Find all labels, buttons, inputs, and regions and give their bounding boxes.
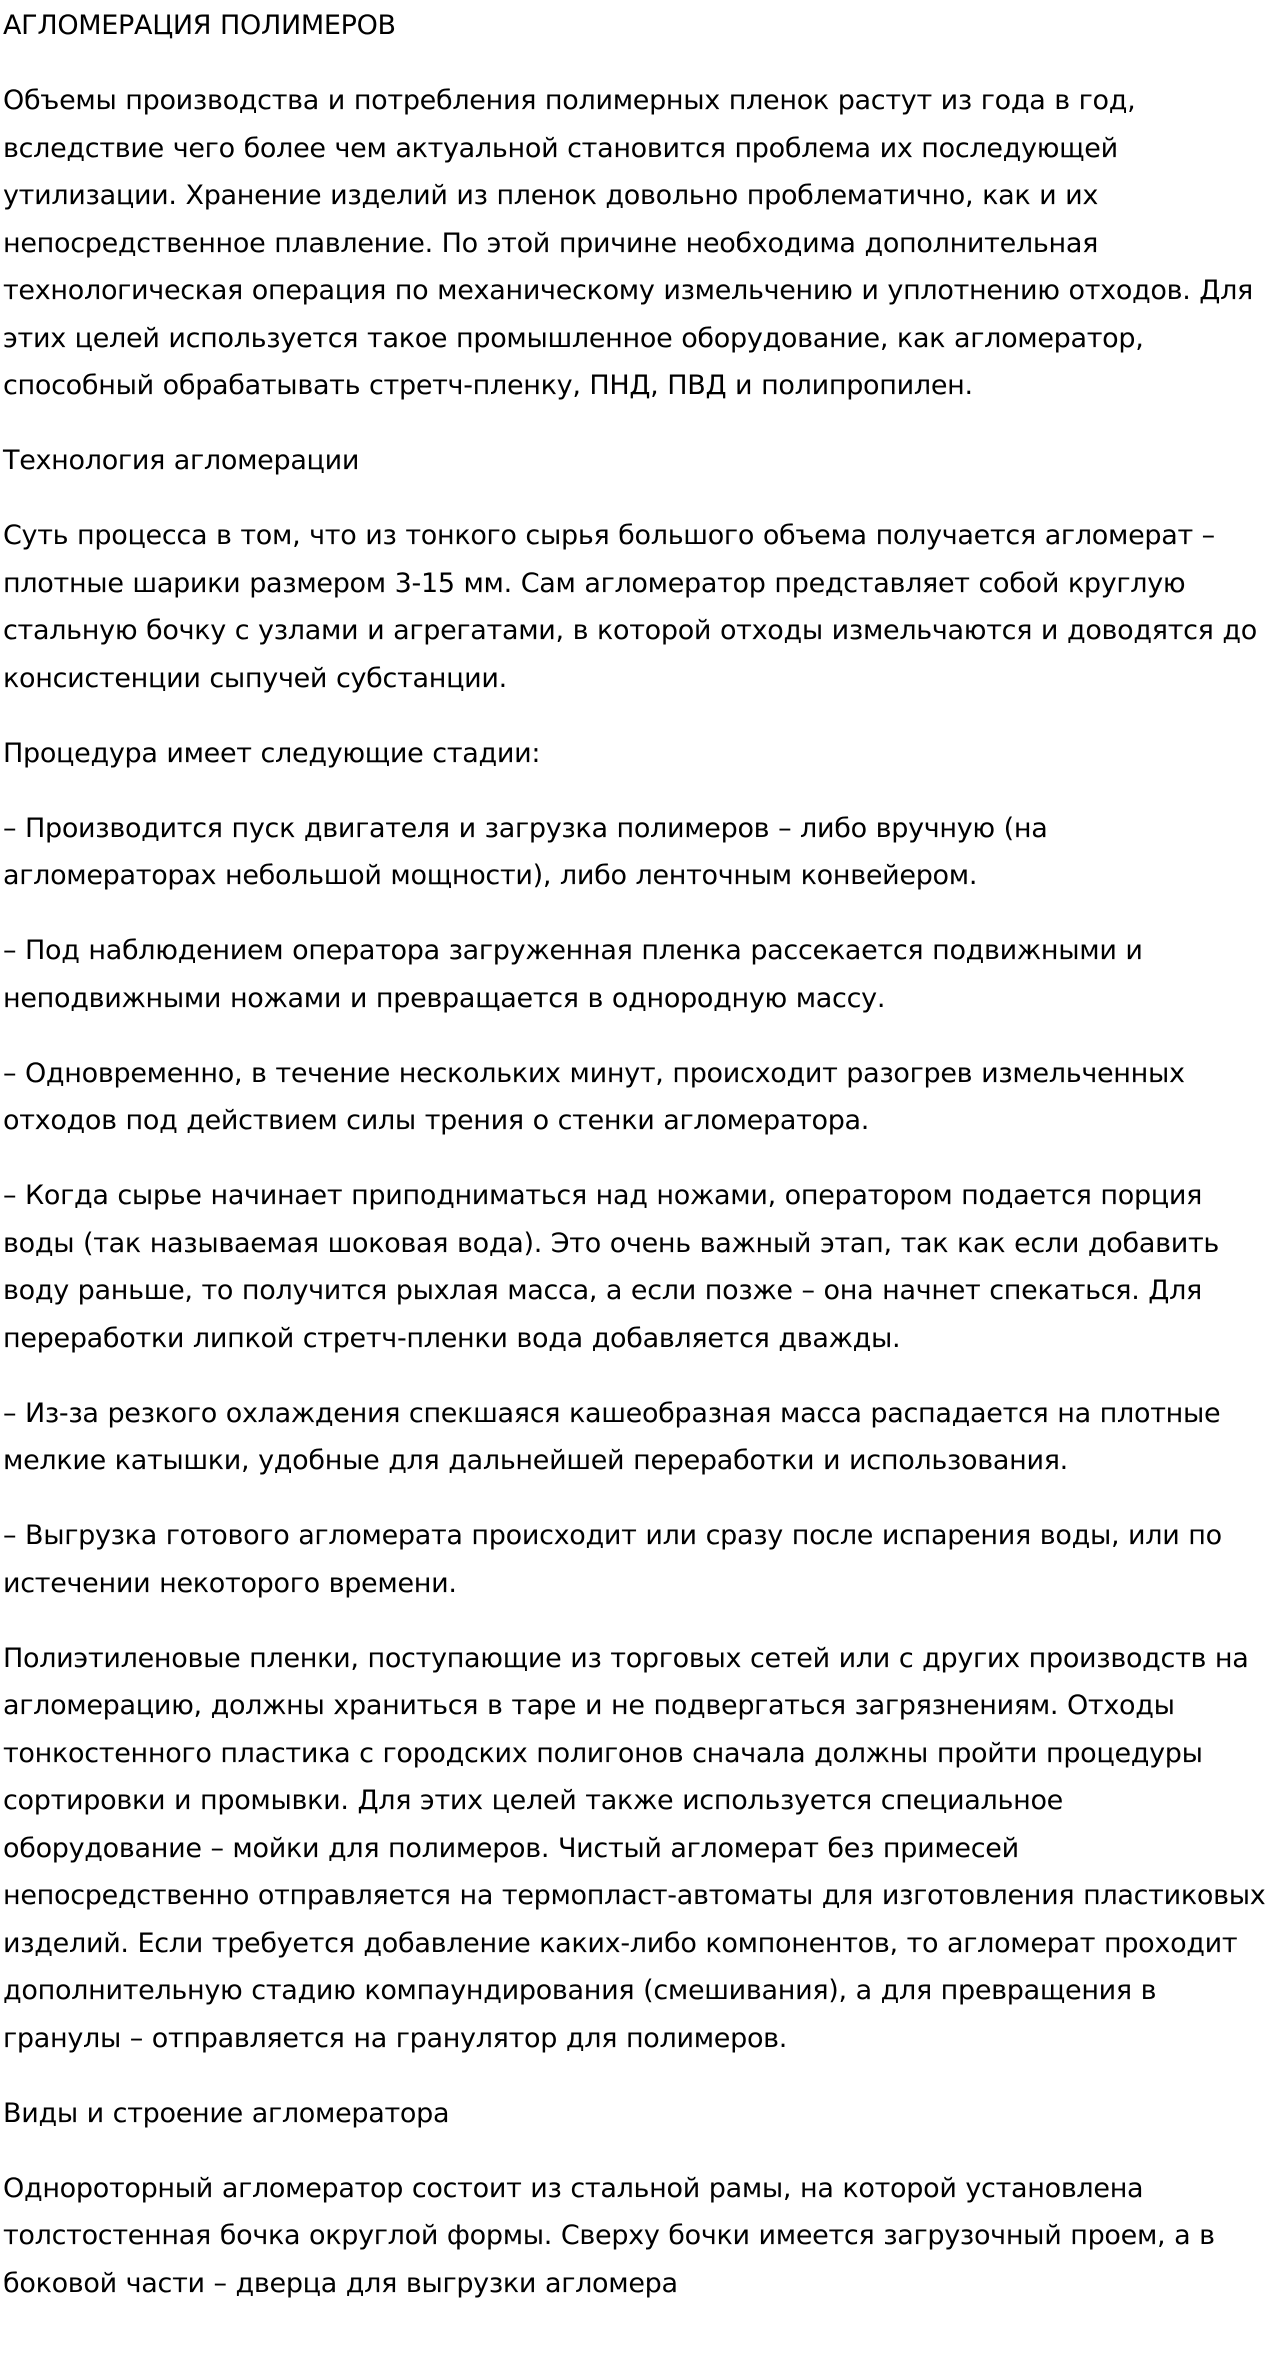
stage-item-unloading: – Выгрузка готового агломерата происходит или сразу после испарения воды, или по истечении некоторого времени. [3,1520,1222,1599]
paragraph-process-overview: Суть процесса в том, что из тонкого сырья большого объема получается агломерат – плотные шарики размером 3-15 мм. Сам агломератор представляет собой круглую стальную бочку с узлами и агрегатами, в которой отходы измельчаются и доводятся до консистенции сыпучей субстанции. [3,520,1257,694]
section-heading-technology: Технология агломерации [3,445,360,476]
stage-item-heating: – Одновременно, в течение нескольких минут, происходит разогрев измельченных отходов под действием силы трения о стенки агломератора. [3,1057,1185,1136]
stage-item-cutting: – Под наблюдением оператора загруженная пленка рассекается подвижными и неподвижными ножами и превращается в однородную массу. [3,935,1143,1014]
paragraph-stages-intro: Процедура имеет следующие стадии: [3,737,541,769]
paragraph-single-rotor: Однороторный агломератор состоит из стальной рамы, на которой установлена толстостенная бочка округлой формы. Сверху бочки имеется загрузочный проем, а в боковой части – дверца для выгрузки агломера [3,2172,1215,2299]
stage-item-shock-water: – Когда сырье начинает приподниматься над ножами, оператором подается порция воды (так называемая шоковая вода). Это очень важный этап, так как если добавить воду раньше, то получится рыхлая масса, а если позже – она начнет спекаться. Для переработки липкой стретч-пленки вода добавляется дважды. [3,1180,1219,1354]
paragraph-intro: Объемы производства и потребления полимерных пленок растут из года в год, вследствие чего более чем актуальной становится проблема их последующей утилизации. Хранение изделий из пленок довольно проблематично, как и их непосредственное плавление. По этой причине необходима дополнительная технологическая операция по механическому измельчению и уплотнению отходов. Для этих целей используется такое промышленное оборудование, как агломератор, способный обрабатывать стретч-пленку, ПНД, ПВД и полипропилен. [3,85,1253,401]
paragraph-handling-requirements: Полиэтиленовые пленки, поступающие из торговых сетей или с других производств на агломерацию, должны храниться в таре и не подвергаться загрязнениям. Отходы тонкостенного пластика с городских полигонов сначала должны пройти процедуры сортировки и промывки. Для этих целей также используется специальное оборудование – мойки для полимеров. Чистый агломерат без примесей непосредственно отправляется на термопласт-автоматы для изготовления пластиковых изделий. Если требуется добавление каких-либо компонентов, то агломерат проходит дополнительную стадию компаундирования (смешивания), а для превращения в гранулы – отправляется на гранулятор для полимеров. [3,1642,1266,2054]
stage-item-cooling: – Из-за резкого охлаждения спекшаяся кашеобразная масса распадается на плотные мелкие катышки, удобные для дальнейшей переработки и использования. [3,1397,1221,1476]
document-title: АГЛОМЕРАЦИЯ ПОЛИМЕРОВ [3,10,396,41]
section-heading-types: Виды и строение агломератора [3,2097,450,2129]
stage-item-engine-start: – Производится пуск двигателя и загрузка полимеров – либо вручную (на агломераторах небольшой мощности), либо ленточным конвейером. [3,812,1048,891]
